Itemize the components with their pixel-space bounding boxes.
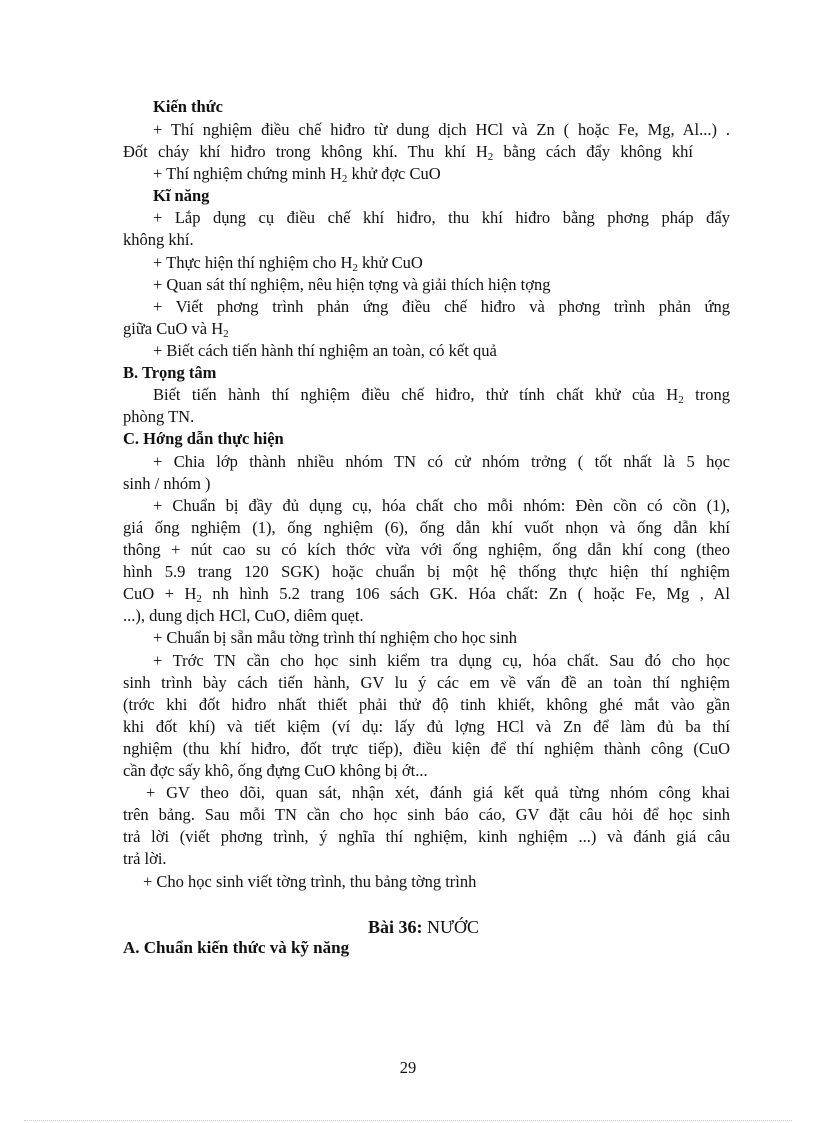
text-span: + Thí nghiệm chứng minh H bbox=[153, 164, 342, 183]
text-line: sinh / nhóm ) bbox=[123, 474, 211, 493]
text-line bbox=[153, 164, 441, 184]
text-line: khi đốt khí) và tiết kiệm (ví dụ: lấy đủ lợng HCl và Zn để làm đủ ba thí bbox=[123, 717, 730, 736]
text-line: + Viết phơng trình phản ứng điều chế hiđro và phơng trình phản ứng bbox=[153, 297, 730, 316]
text-span: Đốt cháy khí hiđro trong không khí. Thu khí H bbox=[123, 142, 488, 161]
text-line bbox=[123, 584, 730, 604]
text-line: trả lời (viết phơng trình, ý nghĩa thí nghiệm, kinh nghiệm ...) và đánh giá câu bbox=[123, 827, 730, 846]
text-line: thông + nút cao su có kích thớc vừa với ống nghiệm, ống dẫn khí cong (theo bbox=[123, 540, 730, 559]
text-line: + Chia lớp thành nhiều nhóm TN có cử nhóm trởng ( tốt nhất là 5 học bbox=[153, 452, 730, 471]
text-line bbox=[123, 319, 229, 339]
text-line: + Chuẩn bị sẵn mẫu tờng trình thí nghiệm cho học sinh bbox=[153, 628, 518, 647]
footer-divider bbox=[24, 1120, 792, 1121]
text-line: + Chuẩn bị đầy đủ dụng cụ, hóa chất cho mỗi nhóm: Đèn cồn có cồn (1), bbox=[153, 496, 730, 515]
lesson-name: NƯỚC bbox=[427, 917, 479, 937]
text-span: trong bbox=[683, 385, 730, 404]
subscript: 2 bbox=[196, 593, 202, 604]
heading-kien-thuc: Kiến thức bbox=[153, 97, 223, 116]
text-line: + Biết cách tiến hành thí nghiệm an toàn, có kết quả bbox=[153, 341, 497, 360]
text-line: giá ống nghiệm (1), ống nghiệm (6), ống dẫn khí vuốt nhọn và ống dẫn khí bbox=[123, 518, 730, 537]
lesson-title bbox=[368, 917, 479, 937]
text-line: hình 5.9 trang 120 SGK) hoặc chuẩn bị một hệ thống thực hiện thí nghiệm bbox=[123, 562, 730, 581]
text-line: + Lắp dụng cụ điều chế khí hiđro, thu khí hiđro bằng phơng pháp đẩy bbox=[153, 208, 730, 227]
text-line: trả lời. bbox=[123, 849, 167, 868]
text-line: không khí. bbox=[123, 230, 194, 249]
subscript: 2 bbox=[487, 151, 494, 162]
text-span: nh hình 5.2 trang 106 sách GK. Hóa chất: Zn ( hoặc Fe, Mg , Al bbox=[201, 584, 730, 603]
heading-trong-tam: B. Trọng tâm bbox=[123, 363, 217, 382]
text-span: + Thực hiện thí nghiệm cho H bbox=[153, 253, 353, 272]
text-span: khử đợc CuO bbox=[347, 164, 441, 183]
text-line: + Quan sát thí nghiệm, nêu hiện tợng và giải thích hiện tợng bbox=[153, 275, 551, 294]
text-span: khử CuO bbox=[357, 253, 423, 272]
text-line: + Trớc TN cần cho học sinh kiểm tra dụng cụ, hóa chất. Sau đó cho học bbox=[153, 651, 730, 670]
text-line bbox=[153, 253, 423, 273]
subscript: 2 bbox=[678, 394, 684, 405]
text-line: sinh trình bày cách tiến hành, GV lu ý các em về vấn đề an toàn thí nghiệm bbox=[123, 673, 730, 692]
text-span: bằng cách đẩy không khí bbox=[493, 142, 693, 161]
text-line: nghiệm (thu khí hiđro, đốt trực tiếp), điều kiện để thí nghiệm thành công (CuO bbox=[123, 739, 730, 758]
text-span: CuO + H bbox=[123, 584, 197, 603]
text-line: + GV theo dõi, quan sát, nhận xét, đánh giá kết quả từng nhóm công khai bbox=[146, 783, 730, 802]
text-line: ...), dung dịch HCl, CuO, diêm quẹt. bbox=[123, 606, 364, 625]
heading-huong-dan: C. Hớng dẫn thực hiện bbox=[123, 429, 284, 448]
lesson-number: Bài 36: bbox=[368, 917, 428, 937]
subscript: 2 bbox=[223, 328, 229, 340]
text-line: + Cho học sinh viết tờng trình, thu bảng tờng trình bbox=[143, 872, 477, 891]
text-span: giữa CuO và H bbox=[123, 319, 224, 338]
subscript: 2 bbox=[341, 173, 348, 185]
text-line bbox=[153, 385, 730, 405]
text-line: phòng TN. bbox=[123, 407, 195, 426]
text-line bbox=[123, 142, 693, 162]
text-line: cần đợc sấy khô, ống đựng CuO không bị ớt... bbox=[123, 761, 428, 780]
subscript: 2 bbox=[352, 262, 358, 274]
text-line: (trớc khi đốt hiđro nhất thiết phải thử độ tinh khiết, không ghé mắt vào gần bbox=[123, 695, 730, 714]
text-line: + Thí nghiệm điều chế hiđro từ dung dịch HCl và Zn ( hoặc Fe, Mg, Al...) . bbox=[153, 120, 730, 139]
page-number: 29 bbox=[399, 1058, 417, 1077]
text-span: Biết tiến hành thí nghiệm điều chế hiđro, thử tính chất khử của H bbox=[153, 385, 679, 404]
text-line: trên bảng. Sau mỗi TN cần cho học sinh báo cáo, GV đặt câu hỏi để học sinh bbox=[123, 805, 730, 824]
heading-ki-nang: Kĩ năng bbox=[153, 186, 210, 205]
heading-chuan-kien-thuc: A. Chuẩn kiến thức và kỹ năng bbox=[123, 938, 350, 957]
